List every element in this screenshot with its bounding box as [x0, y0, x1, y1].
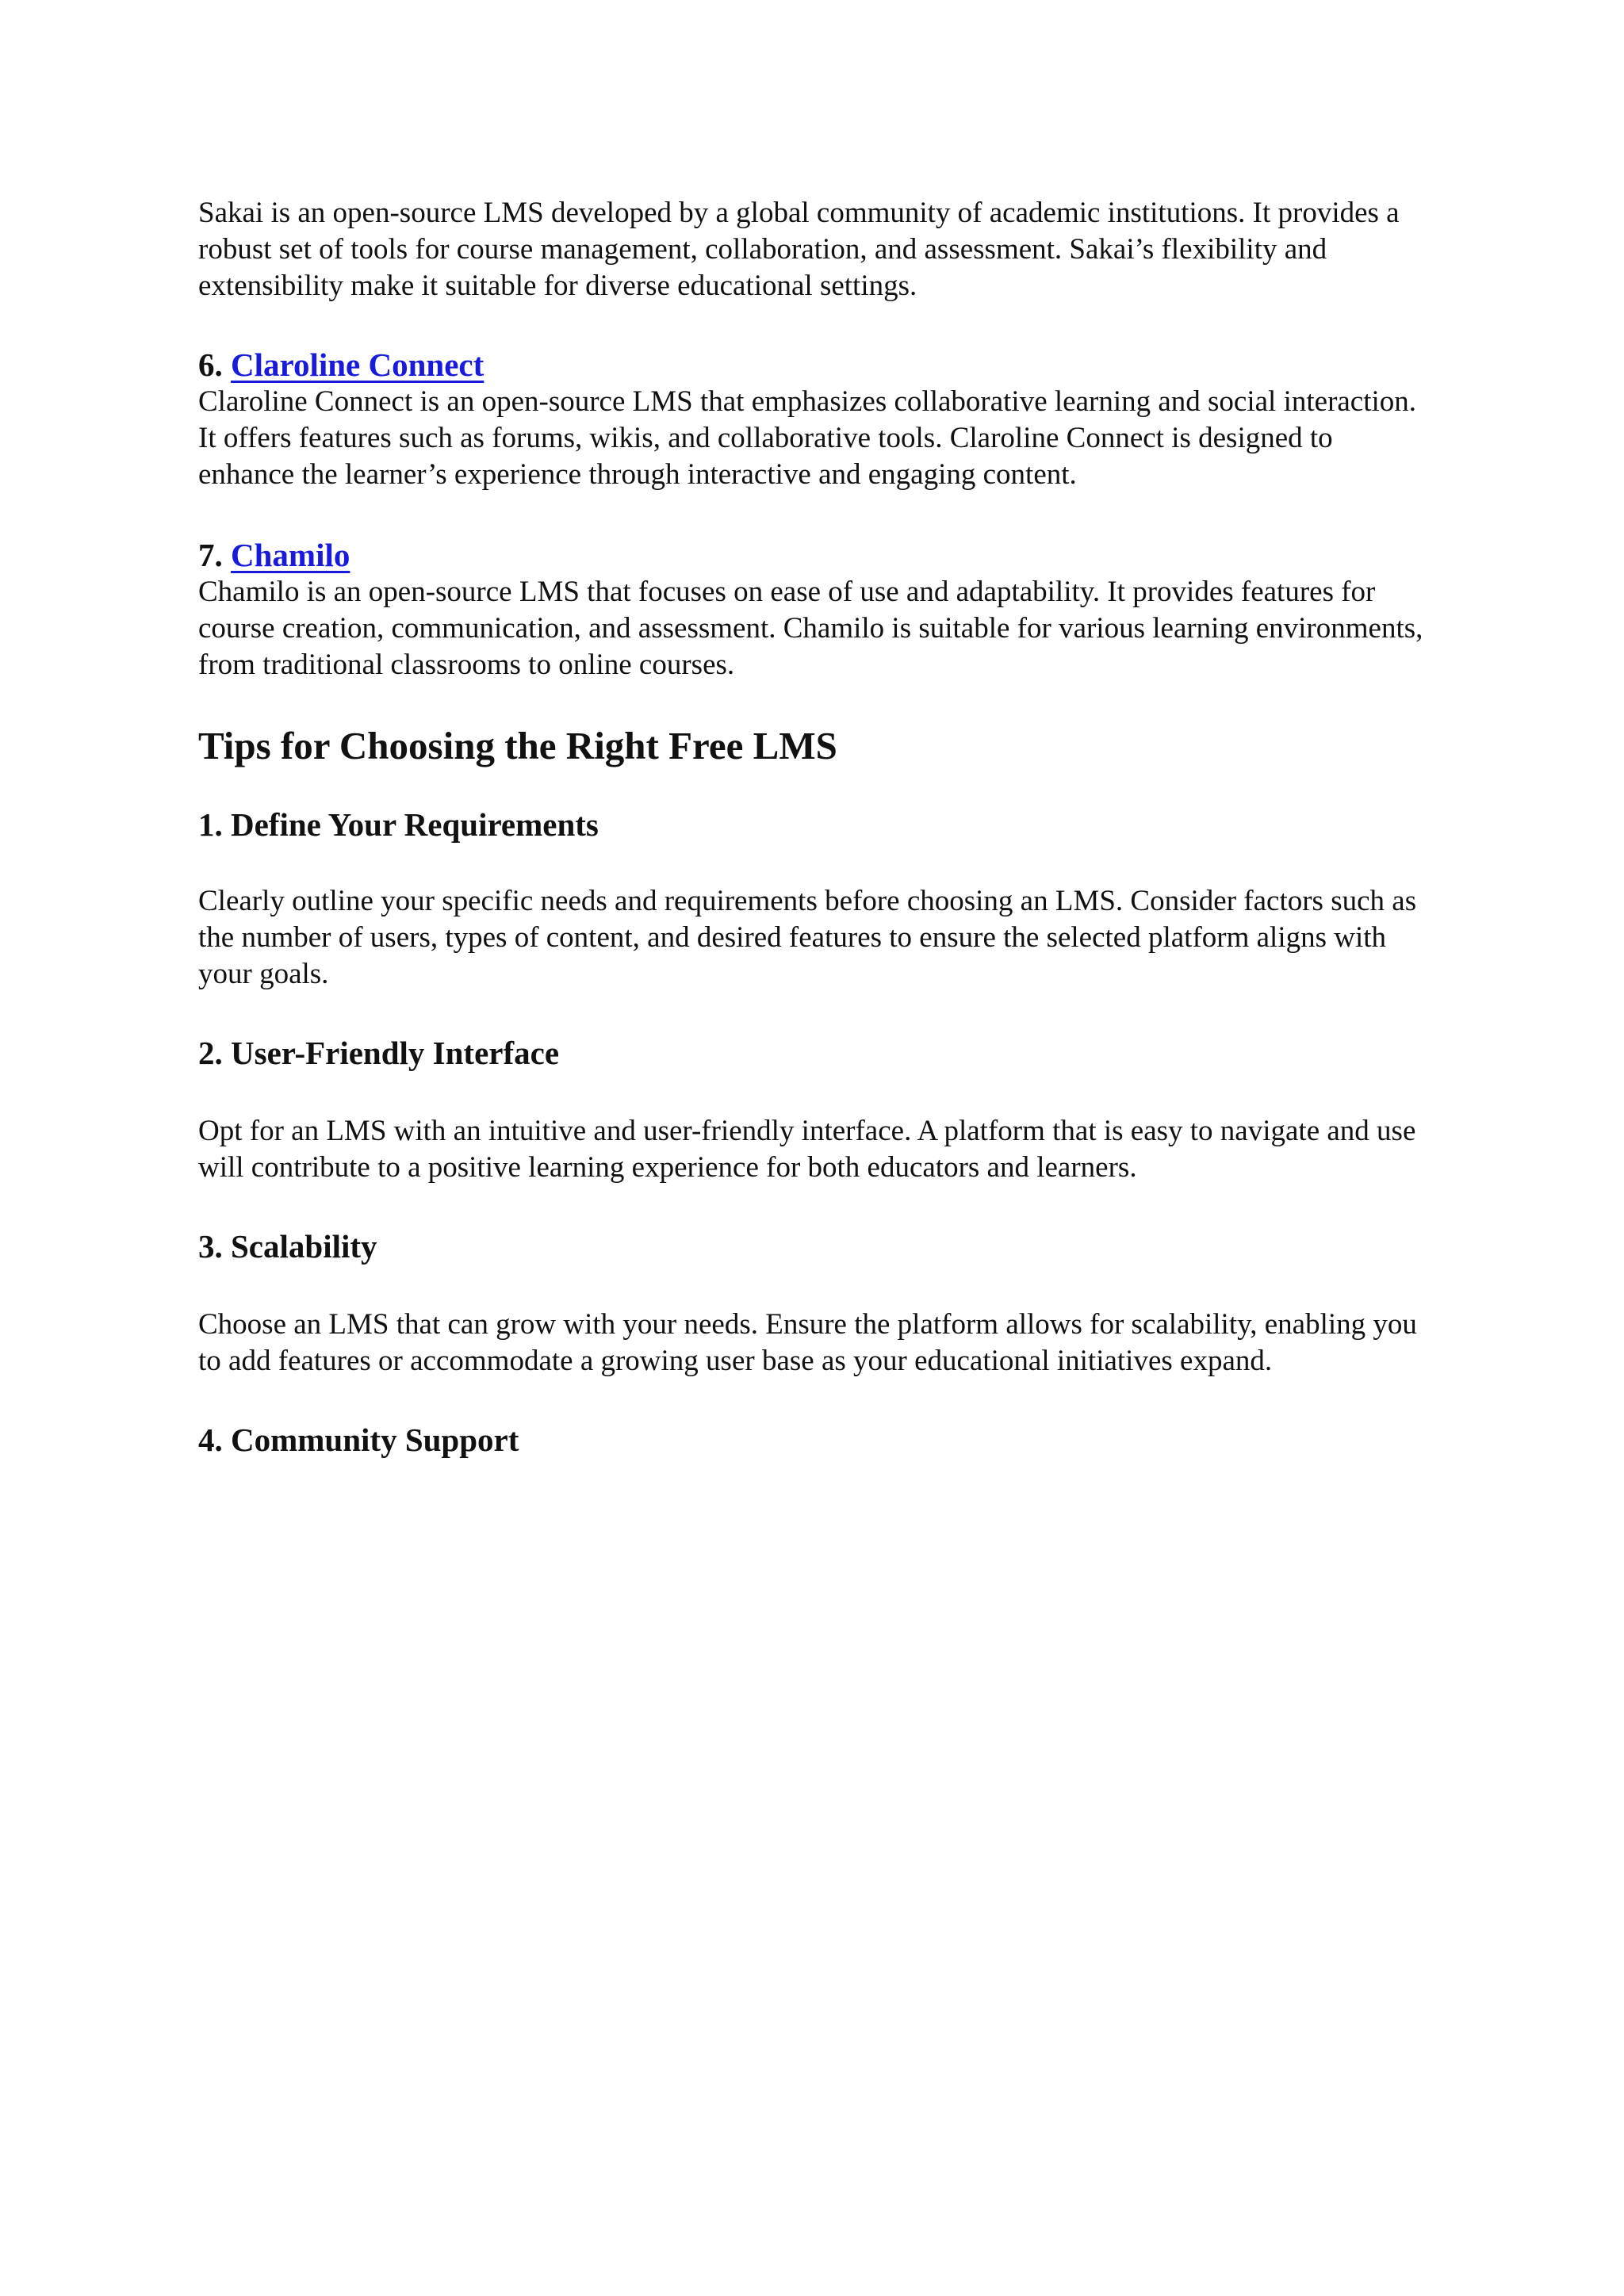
lms-item-heading-claroline: [198, 346, 1435, 384]
lms-item-number: 7.: [198, 537, 223, 573]
chamilo-description: Chamilo is an open-source LMS that focuses on ease of use and adaptability. It provides features for course creation, communication, and assessment. Chamilo is suitable for various learning environments, from traditional classrooms to online courses.: [198, 576, 1423, 681]
tips-section-title: Tips for Choosing the Right Free LMS: [198, 724, 837, 767]
tip-text-interface: Opt for an LMS with an intuitive and user-friendly interface. A platform that is easy to navigate and use will contribute to a positive learning experience for both educators and learners.: [198, 1115, 1416, 1184]
tip-heading-interface: 2. User-Friendly Interface: [198, 1035, 560, 1071]
claroline-description: Claroline Connect is an open-source LMS that emphasizes collaborative learning and social interaction. It offers features such as forums, wikis, and collaborative tools. Claroline Connect is designed to enhance the learner’s experience through interactive and engaging content.: [198, 385, 1417, 491]
lms-item-heading-chamilo: [198, 536, 1435, 574]
lms-item-number: 6.: [198, 346, 223, 383]
claroline-connect-link[interactable]: Claroline Connect: [231, 346, 485, 383]
tip-text-requirements: Clearly outline your specific needs and requirements before choosing an LMS. Consider factors such as the number of users, types of content, and desired features to ensure the selected platform aligns with your goals.: [198, 885, 1417, 990]
sakai-description: Sakai is an open-source LMS developed by a global community of academic institutions. It provides a robust set of tools for course management, collaboration, and assessment. Sakai’s flexibility and extensibility make it suitable for diverse educational settings.: [198, 197, 1400, 302]
chamilo-link[interactable]: Chamilo: [231, 537, 350, 573]
tip-heading-scalability: 3. Scalability: [198, 1228, 377, 1265]
document-page: [198, 195, 1435, 1459]
tip-text-scalability: Choose an LMS that can grow with your needs. Ensure the platform allows for scalability, enabling you to add features or accommodate a growing user base as your educational initiatives expand.: [198, 1308, 1417, 1377]
tip-heading-requirements: 1. Define Your Requirements: [198, 806, 599, 843]
tip-heading-community: 4. Community Support: [198, 1422, 519, 1458]
